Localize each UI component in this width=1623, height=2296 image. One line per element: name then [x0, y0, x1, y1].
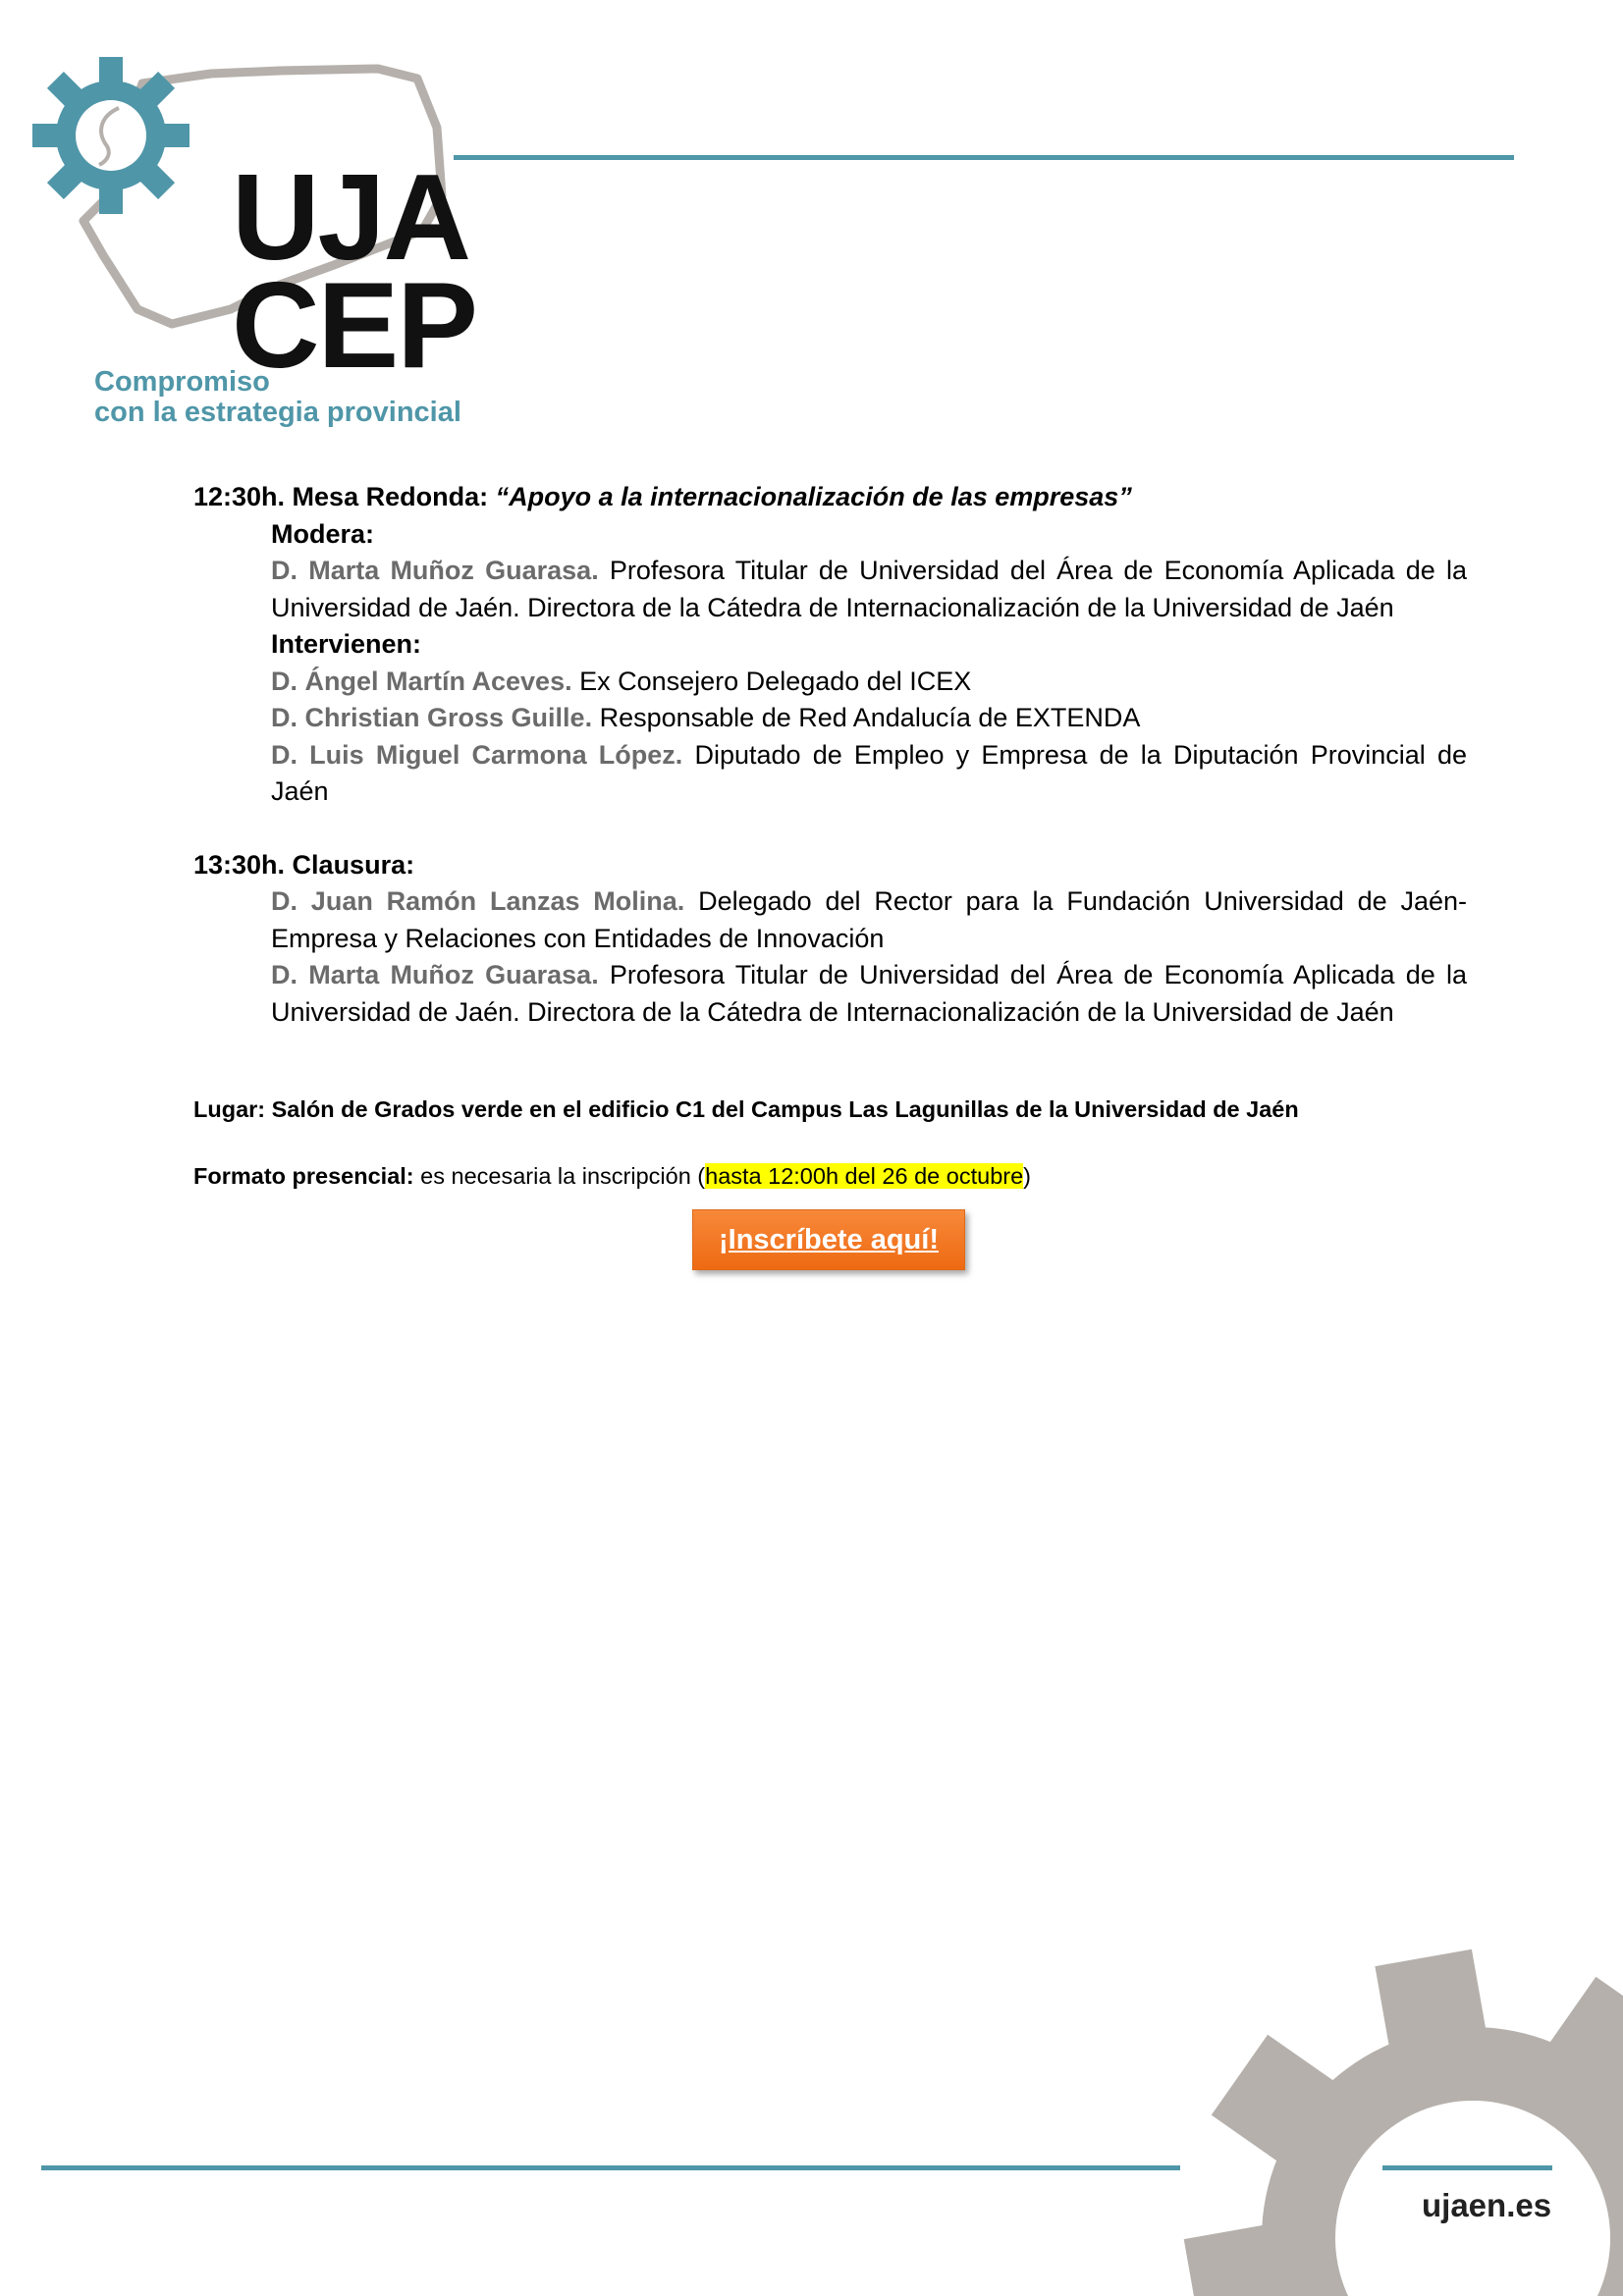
speaker-role: Responsable de Red Andalucía de EXTENDA	[592, 703, 1141, 732]
panelist-entry	[271, 737, 1467, 811]
register-button[interactable]: ¡Inscríbete aquí!	[692, 1209, 965, 1270]
decorative-gear-icon	[1178, 1875, 1623, 2296]
speaker-role: Profesora Titular de Universidad del Área de Economía Aplicada de la Universidad de Jaén. Directora de la Cátedra de Internacionalización de la Universidad de Jaén	[271, 556, 1467, 622]
deadline-highlight: hasta 12:00h del 26 de octubre	[705, 1163, 1024, 1189]
format-close: )	[1023, 1163, 1031, 1189]
closing-speaker-entry	[271, 957, 1467, 1031]
speaker-role: Ex Consejero Delegado del ICEX	[571, 666, 972, 696]
panelist-entry	[271, 700, 1467, 737]
moderator-heading: Modera:	[271, 518, 375, 549]
header-rule	[454, 155, 1514, 160]
speaker-name: D. Juan Ramón Lanzas Molina.	[271, 886, 685, 916]
speaker-name: D. Ángel Martín Aceves.	[271, 666, 572, 696]
footer-rule-right	[1382, 2165, 1552, 2170]
session1-topic: “Apoyo a la internacionalización de las empresas”	[495, 482, 1132, 511]
speaker-name: D. Luis Miguel Carmona López.	[271, 739, 683, 770]
cta-wrapper	[692, 1209, 965, 1270]
tagline-line-1: Compromiso	[94, 366, 270, 398]
session2-title: 13:30h. Clausura:	[193, 849, 415, 880]
gear-icon	[32, 57, 189, 214]
speaker-name: D. Marta Muñoz Guarasa.	[271, 556, 599, 585]
speaker-role: Profesora Titular de Universidad del Área de Economía Aplicada de la Universidad de Jaén. Directora de la Cátedra de Internacionalización de la Universidad de Jaén	[271, 960, 1467, 1027]
speaker-role: Delegado del Rector para la Fundación Universidad de Jaén-Empresa y Relaciones con Entidades de Innovación	[271, 886, 1467, 953]
logo-line-uja: UJA	[232, 150, 470, 286]
moderator-entry	[271, 553, 1467, 626]
speaker-name: D. Christian Gross Guille.	[271, 703, 593, 732]
program-content	[193, 479, 1470, 1191]
footer-rule-left	[41, 2165, 1180, 2170]
panel-heading: Intervienen:	[271, 629, 422, 659]
panelist-entry	[271, 664, 1467, 701]
format-text: es necesaria la inscripción (	[413, 1163, 706, 1189]
speaker-role: Diputado de Empleo y Empresa de la Diputación Provincial de Jaén	[271, 739, 1467, 806]
closing-speaker-entry	[271, 883, 1467, 957]
footer-website[interactable]: ujaen.es	[1422, 2187, 1552, 2223]
format-label: Formato presencial:	[193, 1163, 414, 1189]
tagline-line-2: con la estrategia provincial	[94, 397, 461, 428]
session1-time: 12:30h. Mesa Redonda:	[193, 482, 496, 511]
session1-title	[193, 479, 1470, 516]
logo-line-cep: CEP	[232, 258, 476, 394]
venue-info: Lugar: Salón de Grados verde en el edificio C1 del Campus Las Lagunillas de la Universidad de Jaén	[193, 1096, 1299, 1122]
format-info	[193, 1161, 1470, 1191]
speaker-name: D. Marta Muñoz Guarasa.	[271, 960, 599, 989]
